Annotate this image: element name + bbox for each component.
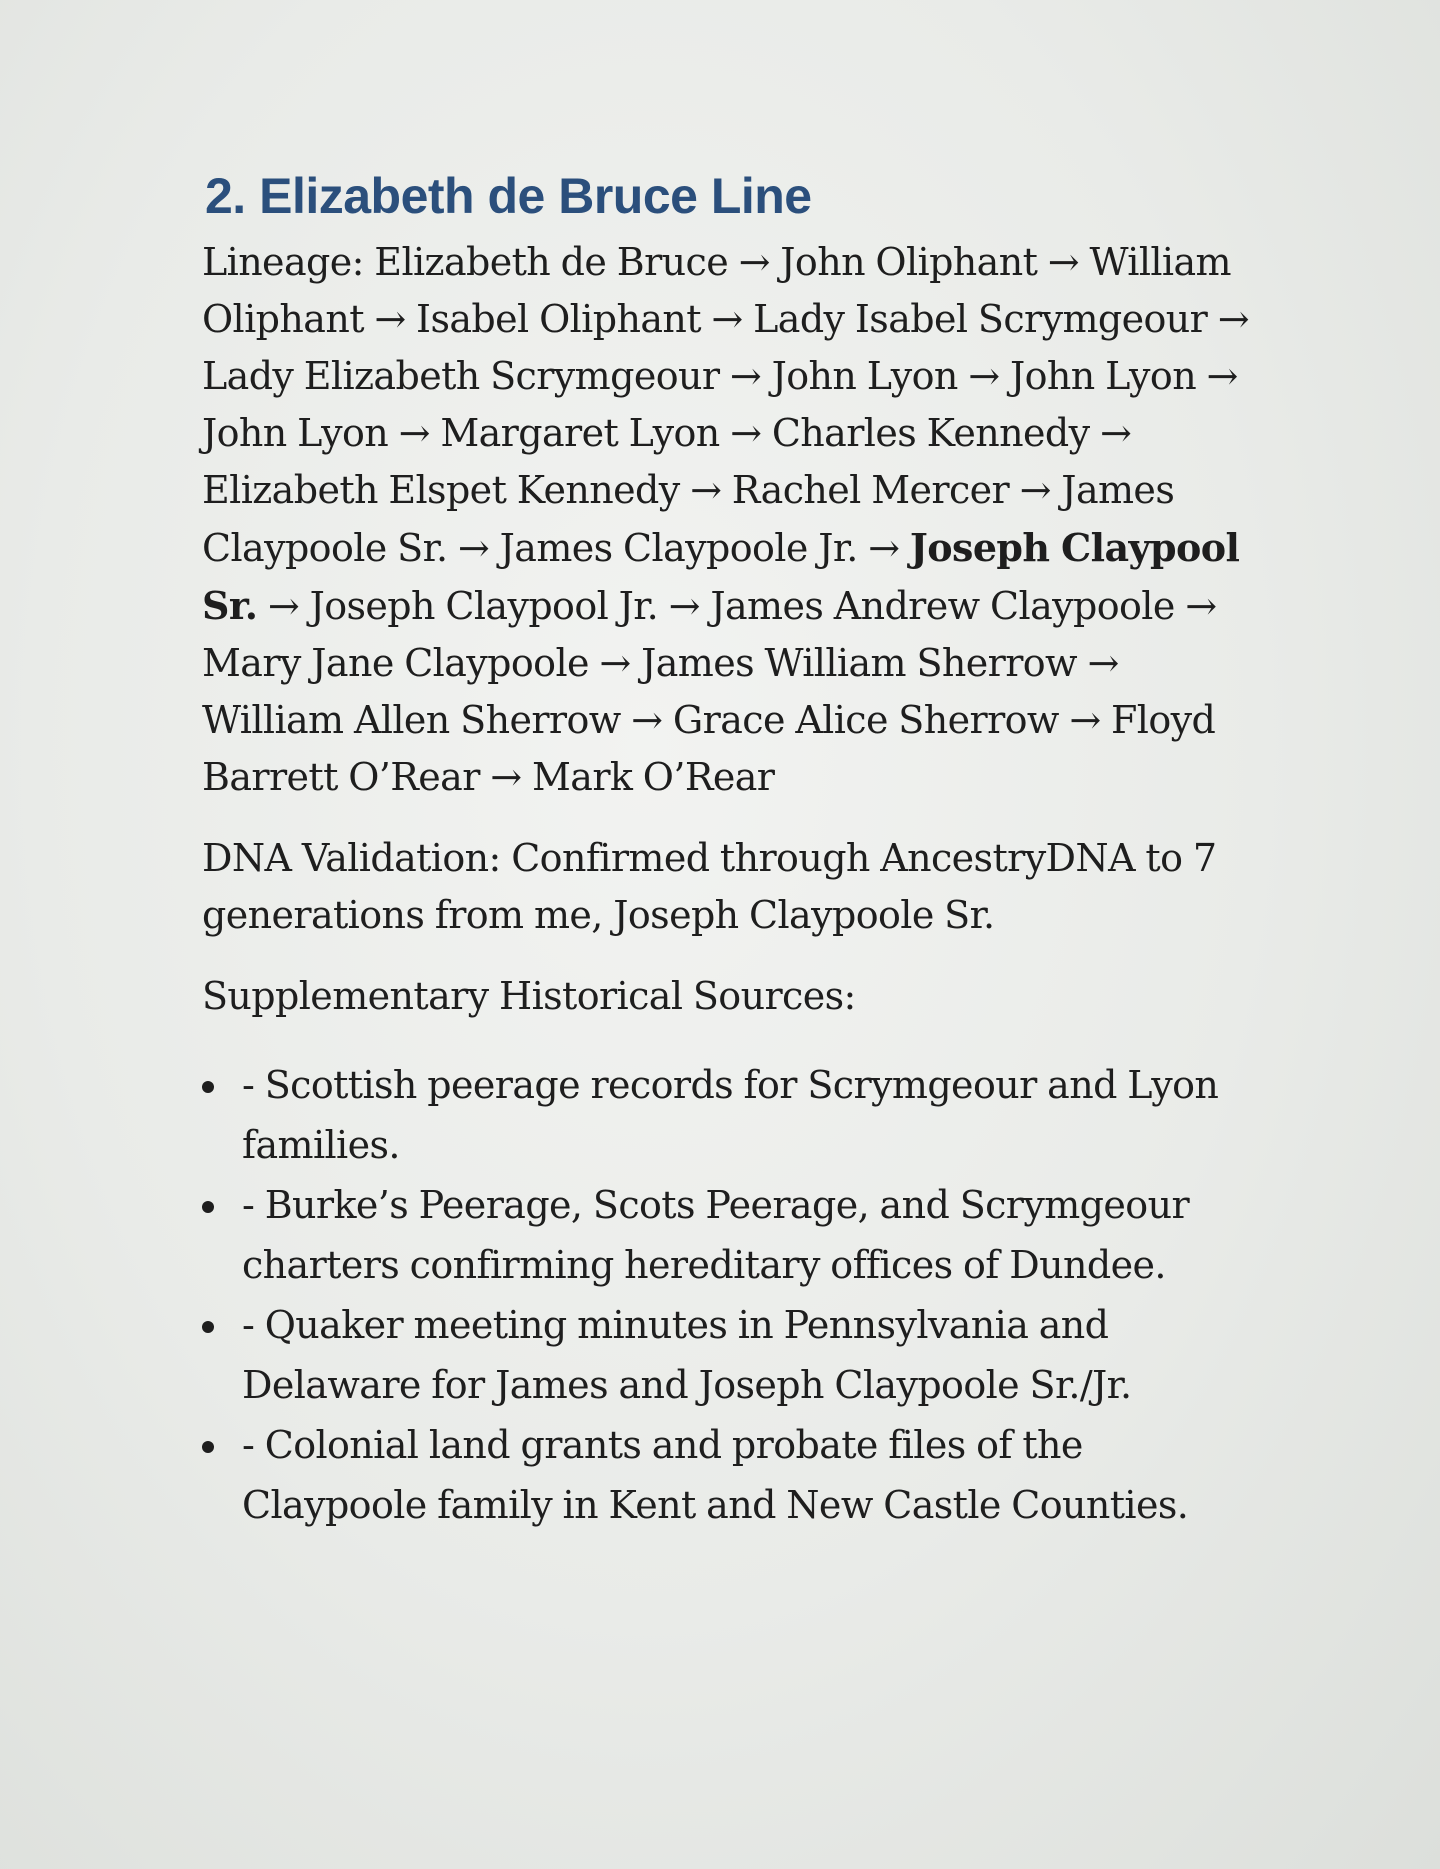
list-item (202, 1055, 1262, 1175)
bullet-icon (202, 1441, 214, 1453)
bullet-icon (202, 1201, 214, 1213)
dna-validation-paragraph: DNA Validation: Confirmed through AncestryDNA to 7 generations from me, Joseph Claypoole Sr. (202, 836, 1217, 937)
list-item (202, 1415, 1262, 1535)
list-item (202, 1175, 1262, 1295)
bullet-icon (202, 1081, 214, 1093)
lineage-text-start: Lineage: Elizabeth de Bruce → John Oliphant → William Oliphant → Isabel Oliphant → Lady Isabel Scrymgeour → Lady Elizabeth Scrymgeour → John Lyon → John Lyon → John Lyon → Margaret Lyon → Charles Kennedy → Elizabeth Elspet Kennedy → Rachel Mercer → James Claypoole Sr. → James Claypoole Jr. → (202, 240, 1249, 570)
source-text: - Quaker meeting minutes in Pennsylvania and Delaware for James and Joseph Claypoole Sr./Jr. (242, 1303, 1132, 1407)
lineage-bold-name: Joseph Claypool Sr. (202, 525, 1240, 628)
document-body (202, 160, 1262, 1535)
supplementary-sources-heading: Supplementary Historical Sources: (202, 974, 856, 1018)
sources-list (202, 1055, 1262, 1535)
bullet-icon (202, 1321, 214, 1333)
section-heading: 2. Elizabeth de Bruce Line (205, 168, 812, 224)
source-text: - Burke’s Peerage, Scots Peerage, and Scrymgeour charters confirming hereditary offices of Dundee. (242, 1183, 1190, 1287)
source-text: - Scottish peerage records for Scrymgeour and Lyon families. (242, 1063, 1219, 1167)
lineage-paragraph (202, 234, 1262, 806)
lineage-text-end: → Joseph Claypool Jr. → James Andrew Claypoole → Mary Jane Claypoole → James William Sherrow → William Allen Sherrow → Grace Alice Sherrow → Floyd Barrett O’Rear → Mark O’Rear (202, 584, 1217, 799)
source-text: - Colonial land grants and probate files of the Claypoole family in Kent and New Castle Counties. (242, 1423, 1189, 1527)
list-item (202, 1295, 1262, 1415)
